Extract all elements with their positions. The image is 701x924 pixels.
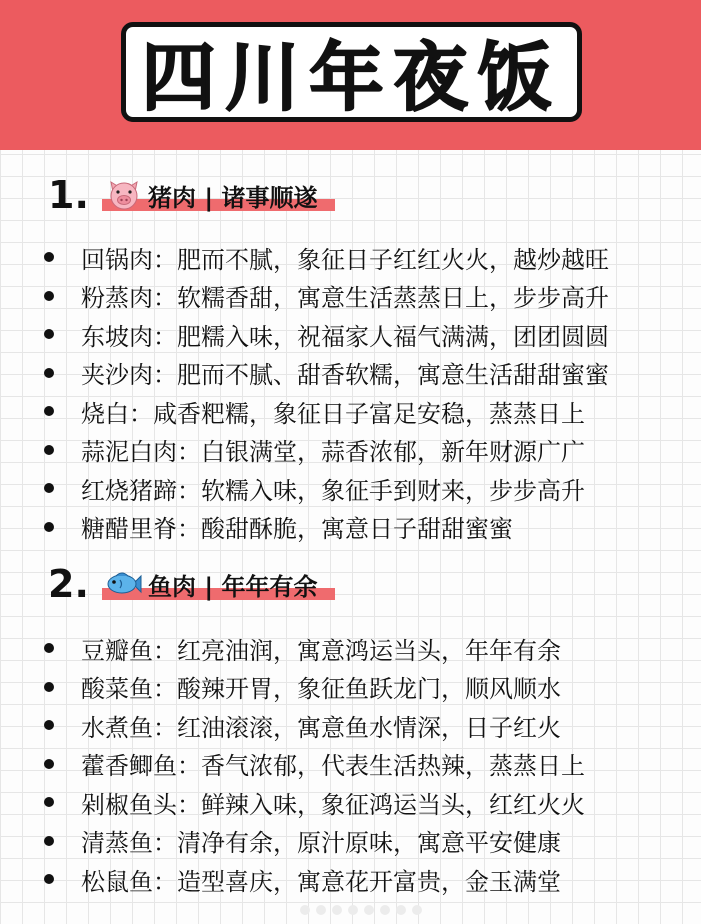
fish-dish-list xyxy=(44,629,585,899)
section-header-pork xyxy=(48,170,317,220)
section-label xyxy=(106,567,317,602)
list-item xyxy=(44,277,609,316)
list-item xyxy=(44,706,585,745)
list-item xyxy=(44,668,585,707)
list-item xyxy=(44,431,609,470)
pig-face-icon xyxy=(106,178,142,212)
section-number: 1. xyxy=(48,173,89,217)
list-item xyxy=(44,508,609,547)
bullet xyxy=(44,445,54,455)
bullet xyxy=(44,682,54,692)
list-item xyxy=(44,745,585,784)
fish-icon xyxy=(106,567,142,601)
pork-dish-list xyxy=(44,238,609,546)
dish-text: 蒜泥白肉：白银满堂，蒜香浓郁，新年财源广广 xyxy=(81,438,585,467)
page-title: 四川年夜饭 xyxy=(141,35,562,121)
dish-text: 红烧猪蹄：软糯入味，象征手到财来，步步高升 xyxy=(81,476,585,505)
header-banner xyxy=(0,0,701,150)
section-title: 鱼肉 | 年年有余 xyxy=(148,572,318,601)
bullet xyxy=(44,720,54,730)
dish-text: 豆瓣鱼：红亮油润，寓意鸿运当头，年年有余 xyxy=(81,636,561,665)
bullet xyxy=(44,643,54,653)
dish-text: 藿香鲫鱼：香气浓郁，代表生活热辣，蒸蒸日上 xyxy=(81,752,585,781)
section-title: 猪肉 | 诸事顺遂 xyxy=(148,183,318,212)
section-number: 2. xyxy=(48,562,89,606)
list-item xyxy=(44,629,585,668)
dish-text: 松鼠鱼：造型喜庆，寓意花开富贵，金玉满堂 xyxy=(81,867,561,896)
list-item xyxy=(44,392,609,431)
bullet xyxy=(44,329,54,339)
bullet xyxy=(44,252,54,262)
watermark-dots xyxy=(300,905,422,915)
bullet xyxy=(44,797,54,807)
dish-text: 酸菜鱼：酸辣开胃，象征鱼跃龙门，顺风顺水 xyxy=(81,675,561,704)
dish-text: 糖醋里脊：酸甜酥脆，寓意日子甜甜蜜蜜 xyxy=(81,515,513,544)
bullet xyxy=(44,836,54,846)
list-item xyxy=(44,354,609,393)
dish-text: 回锅肉：肥而不腻，象征日子红红火火，越炒越旺 xyxy=(81,245,609,274)
list-item xyxy=(44,315,609,354)
dish-text: 东坡肉：肥糯入味，祝福家人福气满满，团团圆圆 xyxy=(81,322,609,351)
bullet xyxy=(44,368,54,378)
bullet xyxy=(44,291,54,301)
section-label xyxy=(106,178,317,213)
dish-text: 水煮鱼：红油滚滚，寓意鱼水情深，日子红火 xyxy=(81,713,561,742)
dish-text: 烧白：咸香粑糯，象征日子富足安稳，蒸蒸日上 xyxy=(81,399,585,428)
bullet xyxy=(44,874,54,884)
section-header-fish xyxy=(48,559,317,609)
list-item xyxy=(44,822,585,861)
list-item xyxy=(44,860,585,899)
dish-text: 清蒸鱼：清净有余，原汁原味，寓意平安健康 xyxy=(81,829,561,858)
list-item xyxy=(44,783,585,822)
dish-text: 粉蒸肉：软糯香甜，寓意生活蒸蒸日上，步步高升 xyxy=(81,284,609,313)
dish-text: 剁椒鱼头：鲜辣入味，象征鸿运当头，红红火火 xyxy=(81,790,585,819)
list-item xyxy=(44,469,609,508)
list-item xyxy=(44,238,609,277)
title-box xyxy=(121,22,582,122)
bullet xyxy=(44,522,54,532)
dish-text: 夹沙肉：肥而不腻、甜香软糯，寓意生活甜甜蜜蜜 xyxy=(81,361,609,390)
bullet xyxy=(44,406,54,416)
bullet xyxy=(44,759,54,769)
bullet xyxy=(44,483,54,493)
